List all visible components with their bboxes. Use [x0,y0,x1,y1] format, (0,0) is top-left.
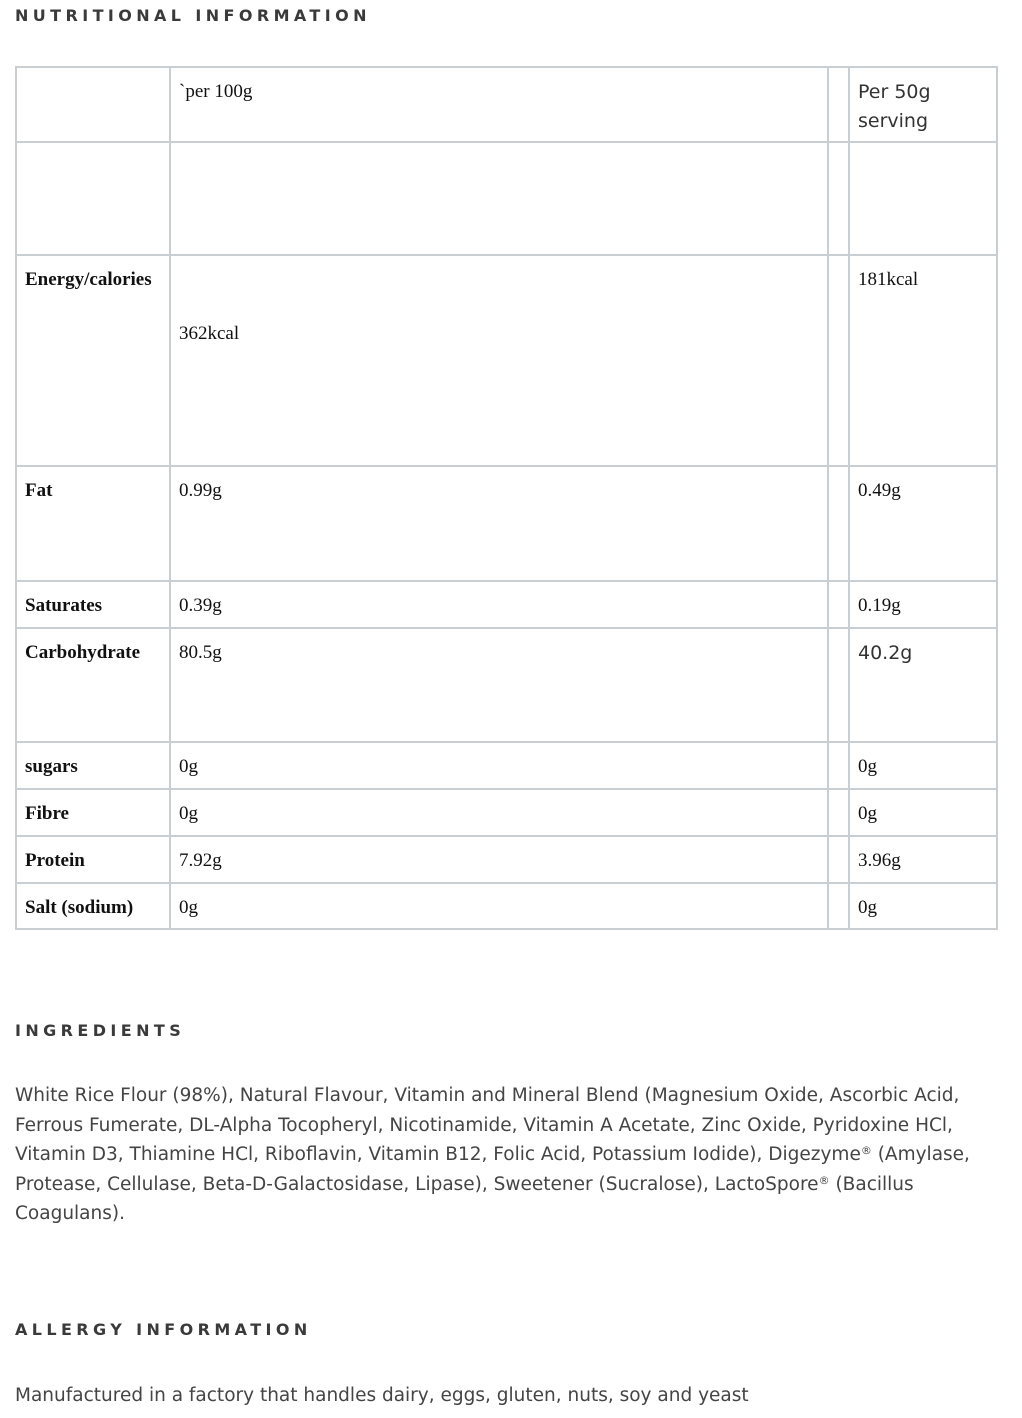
allergy-text: Manufactured in a factory that handles dairy, eggs, gluten, nuts, soy and yeast [15,1385,749,1406]
row-per-100g: 80.5g [170,628,828,742]
row-per-serving: 0g [849,742,997,789]
ingredients-text-part3: (Bacillus Coagulans). [15,1173,914,1225]
nutrition-heading: NUTRITIONAL INFORMATION [15,6,371,25]
table-row-carbohydrate [16,628,997,742]
row-label: Protein [16,836,170,883]
row-per-100g: 7.92g [170,836,828,883]
row-per-100g [170,255,828,466]
table-row-salt [16,883,997,929]
row-label: sugars [16,742,170,789]
spacer-cell [828,836,849,883]
row-per-serving [849,142,997,255]
row-per-100g [170,142,828,255]
table-row-saturates [16,581,997,628]
row-per-100g: 0g [170,883,828,929]
spacer-cell [828,142,849,255]
row-label: Saturates [16,581,170,628]
spacer-cell [828,255,849,466]
row-label: Fat [16,466,170,581]
spacer-cell [828,789,849,836]
header-per-serving: Per 50g serving [849,67,997,142]
table-row-energy [16,255,997,466]
row-per-serving: 0g [849,789,997,836]
row-per-100g: 0g [170,742,828,789]
row-per-serving: 3.96g [849,836,997,883]
spacer-cell [828,466,849,581]
table-row-empty [16,142,997,255]
row-label: Salt (sodium) [16,883,170,929]
ingredients-text-part2: (Amylase, Protease, Cellulase, Beta-D-Galactosidase, Lipase), Sweetener (Sucralose), LactoSpore [15,1144,970,1195]
row-per-serving: 181kcal [849,255,997,466]
spacer-cell [828,628,849,742]
table-row-sugars [16,742,997,789]
row-label: Fibre [16,789,170,836]
ingredients-text-part1: White Rice Flour (98%), Natural Flavour, Vitamin and Mineral Blend (Magnesium Oxide, Ascorbic Acid, Ferrous Fumerate, DL-Alpha Tocopheryl, Nicotinamide, Vitamin A Acetate, Zinc Oxide, Pyridoxine HCl, Vitamin D3, Thiamine HCl, Riboflavin, Vitamin B12, Folic Acid, Potassium Iodide), Digezyme [15,1085,960,1166]
row-per-serving: 40.2g [849,628,997,742]
header-label-cell [16,67,170,142]
table-header-row [16,67,997,142]
row-label: Energy/calories [16,255,170,466]
row-per-100g: 0.39g [170,581,828,628]
table-row-protein [16,836,997,883]
nutrition-table [15,66,998,930]
registered-mark: ® [818,1173,830,1187]
row-label: Carbohydrate [16,628,170,742]
row-per-serving: 0.19g [849,581,997,628]
row-label [16,142,170,255]
registered-mark: ® [860,1144,872,1158]
energy-per-100g-value: 362kcal [179,323,240,344]
spacer-cell [828,581,849,628]
ingredients-heading: INGREDIENTS [15,1021,186,1040]
table-row-fibre [16,789,997,836]
spacer-cell [828,67,849,142]
allergy-heading: ALLERGY INFORMATION [15,1320,312,1339]
spacer-cell [828,742,849,789]
row-per-100g: 0.99g [170,466,828,581]
row-per-100g: 0g [170,789,828,836]
header-per-100g: `per 100g [170,67,828,142]
table-row-fat [16,466,997,581]
spacer-cell [828,883,849,929]
row-per-serving: 0.49g [849,466,997,581]
row-per-serving: 0g [849,883,997,929]
ingredients-text [15,1081,1000,1229]
